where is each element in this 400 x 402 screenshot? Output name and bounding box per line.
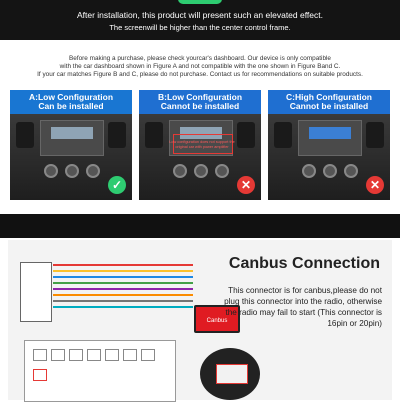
wire <box>53 306 193 308</box>
panel-a-header <box>10 90 132 114</box>
panel-c-title: C:High Configuration <box>286 92 372 102</box>
wire <box>53 276 193 278</box>
top-banner <box>0 0 400 40</box>
port <box>33 349 47 361</box>
port <box>69 349 83 361</box>
port <box>141 349 155 361</box>
panel-b <box>139 90 261 200</box>
compatibility-notice <box>10 55 390 79</box>
panel-b-title: B:Low Configuration <box>157 92 243 102</box>
banner-line-2: The screenwill be higher than the center control frame. <box>109 23 291 32</box>
banner-line-1: After installation, this product will present such an elevated effect. <box>76 10 323 20</box>
panel-a-title: A:Low Configuration <box>28 92 114 102</box>
vent-right <box>237 122 255 148</box>
panel-b-note: Low configuration does not support the original car with power amplifier <box>169 140 235 149</box>
panel-a-dashboard-photo <box>10 114 132 200</box>
panel-b-dashboard-photo <box>139 114 261 200</box>
wire <box>53 282 193 284</box>
canbus-module: Canbus <box>194 305 240 333</box>
wire <box>53 300 193 302</box>
vent-right <box>108 122 126 148</box>
harness-connector <box>20 262 52 322</box>
climate-knobs <box>173 164 229 180</box>
banner-accent <box>178 0 222 4</box>
cross-icon: ✕ <box>237 176 255 194</box>
panel-c-subtitle: Cannot be installed <box>289 101 369 111</box>
panel-b-subtitle: Cannot be installed <box>160 101 240 111</box>
vent-left <box>145 122 163 148</box>
wire <box>53 264 193 266</box>
port <box>123 349 137 361</box>
port <box>51 349 65 361</box>
vent-left <box>274 122 292 148</box>
panel-c-header <box>268 90 390 114</box>
head-unit <box>298 120 362 156</box>
head-unit <box>40 120 104 156</box>
cross-icon: ✕ <box>366 176 384 194</box>
wire <box>53 288 193 290</box>
notice-line-3: If your car matches Figure B and C, please do not purchase. Contact us for recommendations on suitable products. <box>37 71 363 78</box>
vent-right <box>366 122 384 148</box>
radio-back-diagram <box>24 340 176 402</box>
panel-a-subtitle: Can be installed <box>38 101 104 111</box>
connector-zoom-photo <box>200 348 260 400</box>
wire <box>53 294 193 296</box>
connector-pins <box>216 364 248 384</box>
panel-b-header <box>139 90 261 114</box>
wire <box>53 270 193 272</box>
canbus-title: Canbus Connection <box>228 255 380 272</box>
port <box>87 349 101 361</box>
vent-left <box>16 122 34 148</box>
notice-line-1: Before making a purchase, please check yourcar's dashboard. Our device is only compatible <box>69 55 331 62</box>
panel-a <box>10 90 132 200</box>
notice-line-2: with the car dashboard shown in Figure A and not compatible with the one shown in Figure Band C. <box>59 63 341 70</box>
climate-knobs <box>302 164 358 180</box>
check-icon: ✓ <box>108 176 126 194</box>
climate-knobs <box>44 164 100 180</box>
highlighted-port <box>33 369 47 381</box>
panel-c-dashboard-photo <box>268 114 390 200</box>
canbus-description: This connector is for canbus,please do not plug this connector into the radio, otherwise the radio may fail to start (This connector is 16pin or 20pin) <box>224 286 382 328</box>
section-divider <box>0 214 400 238</box>
port <box>105 349 119 361</box>
panel-c <box>268 90 390 200</box>
